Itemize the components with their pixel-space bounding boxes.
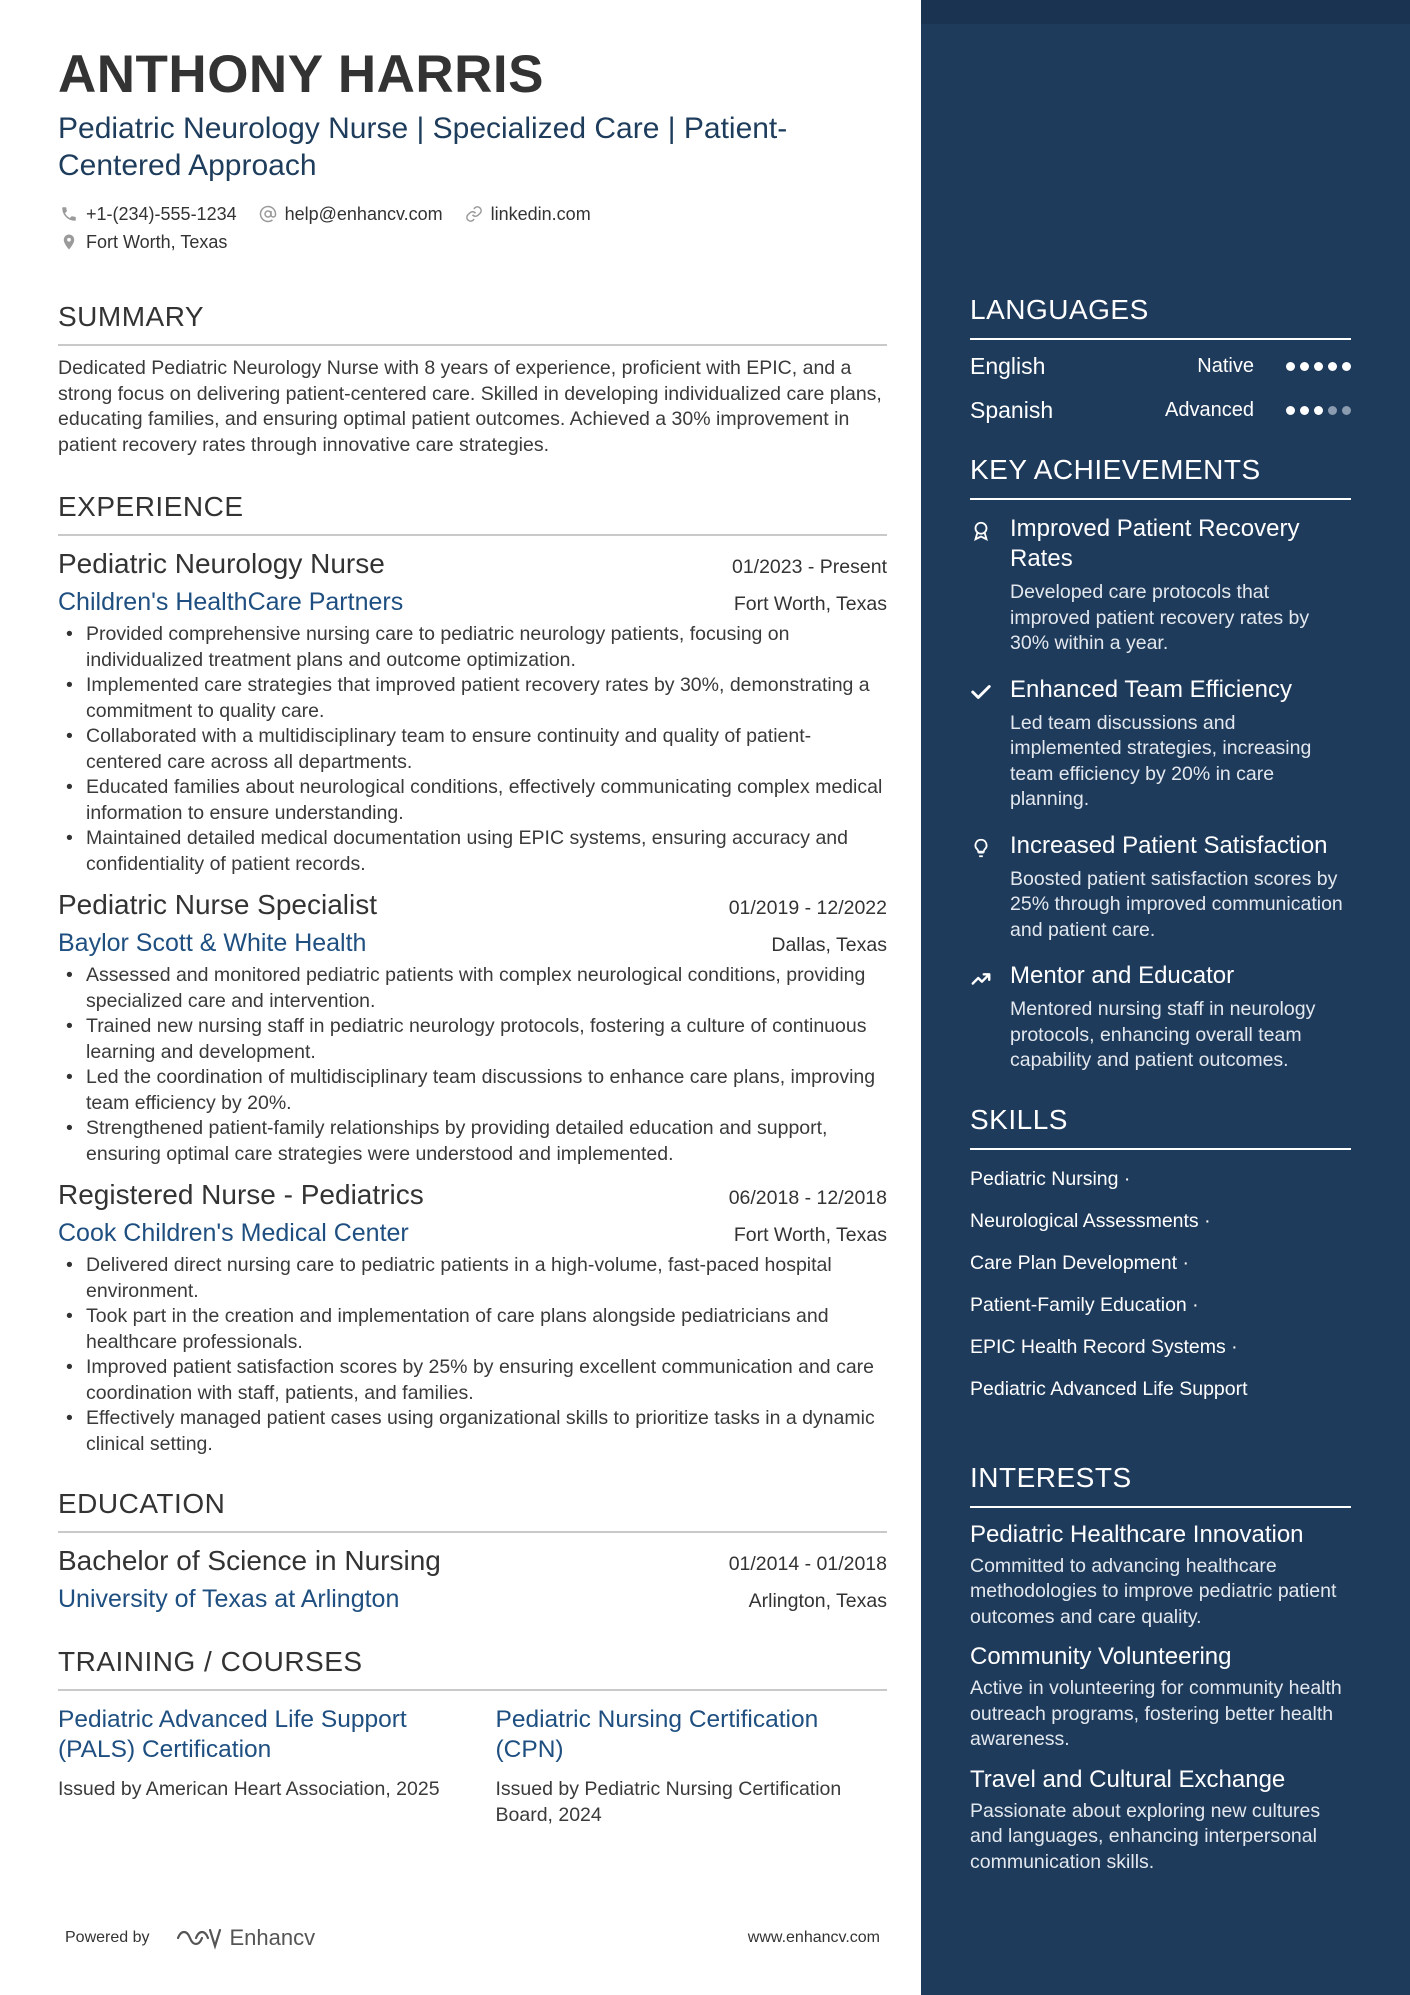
achievement-desc: Mentored nursing staff in neurology protocols, enhancing overall team capability and patient outcomes. <box>1010 998 1316 1071</box>
interest-title: Pediatric Healthcare Innovation <box>970 1520 1304 1548</box>
job-entry <box>58 546 887 877</box>
candidate-name: ANTHONY HARRIS <box>58 45 544 104</box>
training-item-desc: Issued by American Heart Association, 2025 <box>58 1778 440 1800</box>
enhancv-logo-icon <box>176 1926 222 1950</box>
enhancv-logo[interactable] <box>176 1925 316 1951</box>
achievement-item <box>970 514 1351 657</box>
job-title: Pediatric Neurology Nurse <box>58 548 385 579</box>
languages-title: LANGUAGES <box>970 292 1351 340</box>
language-row <box>970 394 1351 426</box>
interest-title: Travel and Cultural Exchange <box>970 1765 1286 1793</box>
language-dots <box>1286 406 1351 415</box>
job-bullet: • Collaborated with a multidisciplinary team to ensure continuity and quality of patient-centered care across all departments. <box>58 724 887 775</box>
skill-item: EPIC Health Record Systems · <box>970 1335 1238 1358</box>
powered-by-label: Powered by <box>65 1929 150 1946</box>
proficiency-dot <box>1342 362 1351 371</box>
check-icon <box>970 675 1010 813</box>
achievement-item <box>970 831 1351 944</box>
interest-desc: Active in volunteering for community health outreach programs, fostering better health awareness. <box>970 1677 1342 1750</box>
job-date: 01/2023 - Present <box>731 556 887 578</box>
job-bullet: • Led the coordination of multidisciplinary team discussions to enhance care plans, improving team efficiency by 20%. <box>58 1065 887 1116</box>
headline-line-1: Pediatric Neurology Nurse | Specialized Care | Patient- <box>58 112 788 145</box>
lightbulb-icon <box>970 831 1010 944</box>
skill-item: Patient-Family Education · <box>970 1293 1199 1316</box>
achievement-title: Mentor and Educator <box>1010 962 1235 989</box>
interest-item <box>970 1765 1351 1876</box>
linkedin-contact[interactable] <box>463 200 591 228</box>
education-date: 01/2014 - 01/2018 <box>728 1553 887 1575</box>
training-item-title: Pediatric Nursing Certification (CPN) <box>495 1706 819 1763</box>
award-icon <box>970 514 1010 657</box>
job-location: Dallas, Texas <box>771 934 887 956</box>
proficiency-dot <box>1300 362 1309 371</box>
interest-item <box>970 1520 1351 1631</box>
interests-section <box>970 1460 1351 1876</box>
proficiency-dot <box>1314 362 1323 371</box>
proficiency-dot <box>1342 406 1351 415</box>
training-title: TRAINING / COURSES <box>58 1645 887 1691</box>
job-bullet: • Strengthened patient-family relationships by providing detailed education and support, ensuring optimal care strategies were understood and implemented. <box>58 1116 887 1167</box>
interest-title: Community Volunteering <box>970 1643 1232 1670</box>
job-bullet: • Effectively managed patient cases using organizational skills to prioritize tasks in a dynamic clinical setting. <box>58 1406 887 1457</box>
education-title: EDUCATION <box>58 1487 887 1533</box>
experience-section <box>58 490 887 1457</box>
experience-title: EXPERIENCE <box>58 490 887 536</box>
job-bullet: • Educated families about neurological conditions, effectively communicating complex medical information to ensure understanding. <box>58 775 887 826</box>
job-location: Fort Worth, Texas <box>733 1224 887 1246</box>
job-bullet: • Delivered direct nursing care to pediatric patients in a high-volume, fast-paced hospital environment. <box>58 1253 887 1304</box>
interest-desc: Committed to advancing healthcare methodologies to improve pediatric patient outcomes and care quality. <box>970 1554 1337 1628</box>
phone-text: +1-(234)-555-1234 <box>86 204 237 224</box>
achievement-title: Improved Patient Recovery Rates <box>1010 515 1300 572</box>
language-dots <box>1286 362 1351 371</box>
job-bullets <box>58 622 887 877</box>
email-contact[interactable] <box>257 200 443 228</box>
skill-item: Neurological Assessments · <box>970 1209 1211 1232</box>
link-icon <box>463 203 485 225</box>
training-section <box>58 1645 887 1828</box>
language-row <box>970 350 1351 382</box>
proficiency-dot <box>1314 406 1323 415</box>
job-bullets <box>58 1253 887 1457</box>
headline-line-2: Centered Approach <box>58 149 317 182</box>
job-bullet: • Provided comprehensive nursing care to pediatric neurology patients, focusing on individualized treatment plans and outcome optimization. <box>58 622 887 673</box>
summary-section <box>58 300 887 458</box>
job-location: Fort Worth, Texas <box>733 593 887 615</box>
headline <box>58 110 848 184</box>
school-location: Arlington, Texas <box>748 1590 887 1612</box>
sidebar <box>921 0 1410 1995</box>
job-title: Pediatric Nurse Specialist <box>58 889 378 920</box>
proficiency-dot <box>1286 406 1295 415</box>
brand-name: Enhancv <box>229 1925 316 1950</box>
job-company: Cook Children's Medical Center <box>58 1219 409 1247</box>
main-column <box>58 44 887 1828</box>
sidebar-top-bar <box>921 0 1410 24</box>
skills-section <box>970 1102 1351 1410</box>
job-company: Baylor Scott & White Health <box>58 929 367 957</box>
proficiency-dot <box>1300 406 1309 415</box>
phone-icon <box>58 203 80 225</box>
achievement-title: Enhanced Team Efficiency <box>1010 675 1292 703</box>
email-text: help@enhancv.com <box>284 204 443 224</box>
training-item <box>58 1705 450 1828</box>
summary-title: SUMMARY <box>58 300 887 346</box>
footer <box>65 1925 880 1951</box>
school-name: University of Texas at Arlington <box>58 1585 400 1613</box>
education-section <box>58 1487 887 1615</box>
growth-icon <box>970 961 1010 1074</box>
contact-info <box>58 200 887 256</box>
achievements-title: KEY ACHIEVEMENTS <box>970 452 1351 500</box>
proficiency-dot <box>1286 362 1295 371</box>
language-name: English <box>970 352 1046 379</box>
location-text: Fort Worth, Texas <box>86 232 228 252</box>
location-pin-icon <box>58 231 80 253</box>
linkedin-text: linkedin.com <box>490 204 591 224</box>
proficiency-dot <box>1328 406 1337 415</box>
job-bullet: • Took part in the creation and implementation of care plans alongside pediatricians and healthcare professionals. <box>58 1304 887 1355</box>
languages-section <box>970 292 1351 426</box>
job-bullet: • Improved patient satisfaction scores by 25% by ensuring excellent communication and care coordination with staff, patients, and families. <box>58 1355 887 1406</box>
footer-website-link[interactable]: www.enhancv.com <box>747 1929 880 1946</box>
training-item <box>496 1705 888 1828</box>
interest-desc: Passionate about exploring new cultures and languages, enhancing interpersonal communication skills. <box>970 1799 1321 1873</box>
job-title: Registered Nurse - Pediatrics <box>58 1179 424 1210</box>
language-level: Advanced <box>1165 398 1254 421</box>
degree-title: Bachelor of Science in Nursing <box>58 1545 441 1576</box>
training-item-title: Pediatric Advanced Life Support (PALS) Certification <box>58 1706 407 1763</box>
job-date: 01/2019 - 12/2022 <box>728 897 887 919</box>
job-bullet: • Assessed and monitored pediatric patients with complex neurological conditions, providing specialized care and intervention. <box>58 963 887 1014</box>
interest-item <box>970 1642 1351 1753</box>
location-contact <box>58 228 227 256</box>
job-bullet: • Trained new nursing staff in pediatric neurology protocols, fostering a culture of continuous learning and development. <box>58 1014 887 1065</box>
achievement-desc: Led team discussions and implemented strategies, increasing team efficiency by 20% in care planning. <box>1010 711 1312 810</box>
job-entry <box>58 1177 887 1457</box>
skill-item: Care Plan Development · <box>970 1251 1189 1274</box>
skill-item: Pediatric Nursing · <box>970 1167 1131 1190</box>
summary-text: Dedicated Pediatric Neurology Nurse with 8 years of experience, proficient with EPIC, and a strong focus on delivering patient-centered care. Skilled in developing individualized care plans, educating families, and ensuring optimal patient outcomes. Achieved a 30% improvement in patient recovery rates through innovative care strategies. <box>58 357 882 456</box>
skill-item: Pediatric Advanced Life Support <box>970 1377 1248 1400</box>
achievement-item <box>970 675 1351 813</box>
education-entry <box>58 1543 887 1615</box>
at-icon <box>257 203 279 225</box>
achievement-item <box>970 961 1351 1074</box>
job-bullet: • Implemented care strategies that improved patient recovery rates by 30%, demonstrating a commitment to quality care. <box>58 673 887 724</box>
job-bullet: • Maintained detailed medical documentation using EPIC systems, ensuring accuracy and confidentiality of patient records. <box>58 826 887 877</box>
achievement-title: Increased Patient Satisfaction <box>1010 831 1328 859</box>
job-bullets <box>58 963 887 1167</box>
achievement-desc: Developed care protocols that improved patient recovery rates by 30% within a year. <box>1010 581 1310 654</box>
achievement-desc: Boosted patient satisfaction scores by 25% through improved communication and patient care. <box>1010 867 1343 941</box>
job-date: 06/2018 - 12/2018 <box>728 1187 887 1209</box>
language-name: Spanish <box>970 396 1054 423</box>
training-item-desc: Issued by Pediatric Nursing Certification Board, 2024 <box>495 1778 842 1826</box>
interests-title: INTERESTS <box>970 1460 1351 1508</box>
achievements-section <box>970 452 1351 1074</box>
skills-title: SKILLS <box>970 1102 1351 1150</box>
language-level: Native <box>1197 354 1254 377</box>
phone-contact[interactable] <box>58 200 237 228</box>
job-company: Children's HealthCare Partners <box>58 588 404 616</box>
proficiency-dot <box>1328 362 1337 371</box>
job-entry <box>58 887 887 1167</box>
